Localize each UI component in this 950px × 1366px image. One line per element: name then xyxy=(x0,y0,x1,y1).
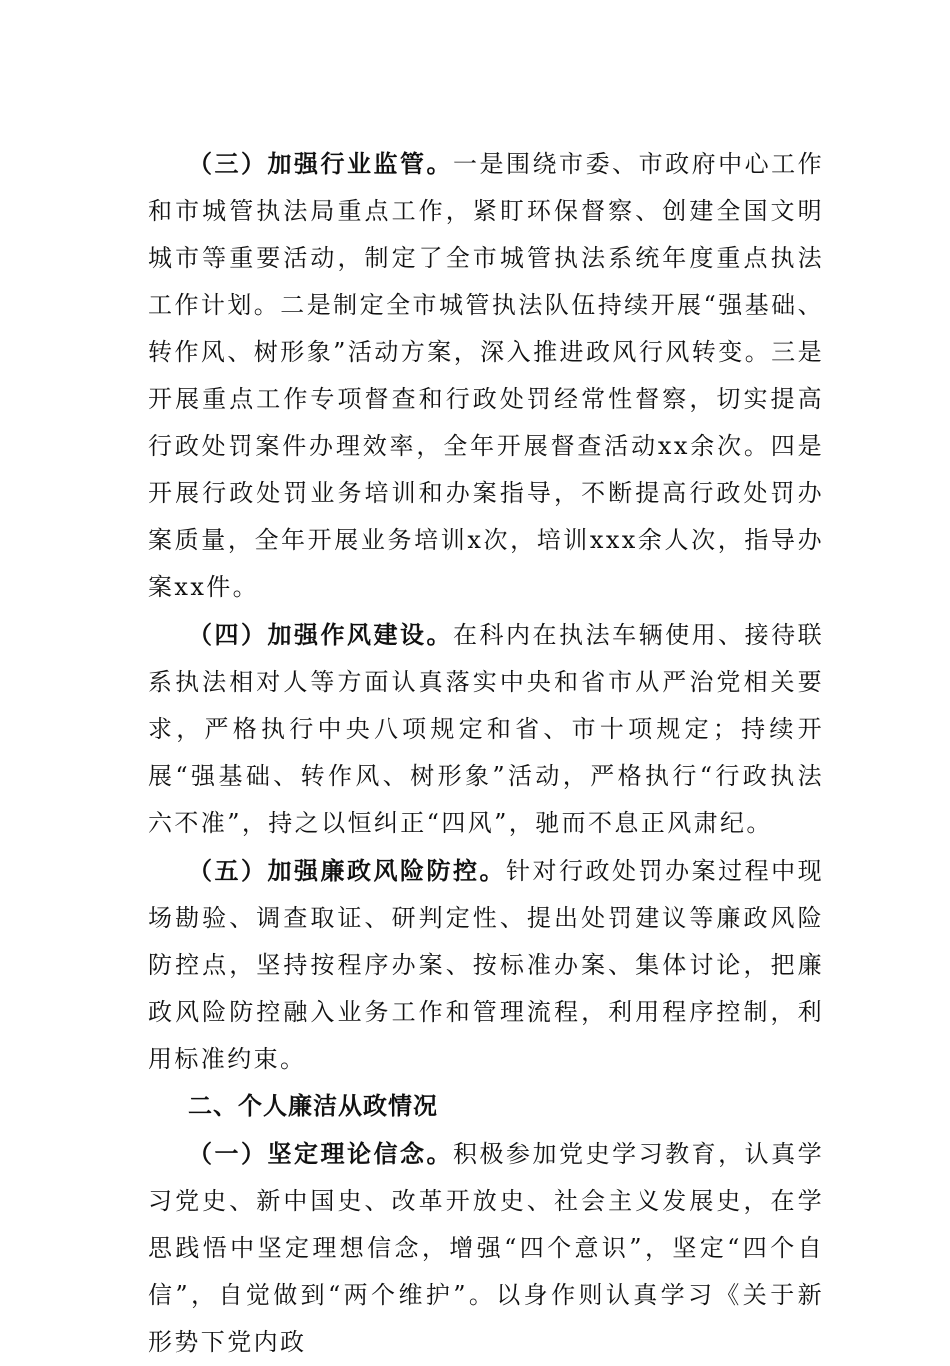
paragraph-integrity-risk-control xyxy=(148,847,824,1083)
paragraph-text: 针对行政处罚办案过程中现场勘验、调查取证、研判定性、提出处罚建议等廉政风险防控点，坚持按程序办案、按标准办案、集体讨论，把廉政风险防控融入业务工作和管理流程，利用程序控制，利用标准约束。 xyxy=(148,857,824,1073)
paragraph-heading: （一）坚定理论信念。 xyxy=(188,1139,454,1168)
paragraph-text: 积极参加党史学习教育，认真学习党史、新中国史、改革开放史、社会主义发展史，在学思践悟中坚定理想信念，增强“四个意识”，坚定“四个自信”，自觉做到“两个维护”。以身作则认真学习《关于新形势下党内政 xyxy=(148,1140,824,1356)
paragraph-heading: （四）加强作风建设。 xyxy=(188,620,454,649)
document-body xyxy=(148,140,824,1366)
section-heading: 二、个人廉洁从政情况 xyxy=(188,1092,438,1120)
paragraph-strengthen-work-style xyxy=(148,611,824,847)
paragraph-text: 一是围绕市委、市政府中心工作和市城管执法局重点工作，紧盯环保督察、创建全国文明城市等重要活动，制定了全市城管执法系统年度重点执法工作计划。二是制定全市城管执法队伍持续开展“强基础、转作风、树形象”活动方案，深入推进政风行风转变。三是开展重点工作专项督查和行政处罚经常性督察，切实提高行政处罚案件办理效率，全年开展督查活动xx余次。四是开展行政处罚业务培训和办案指导，不断提高行政处罚办案质量，全年开展业务培训x次，培训xxx余人次，指导办案xx件。 xyxy=(148,150,824,601)
paragraph-strengthen-industry-supervision xyxy=(148,140,824,611)
paragraph-heading: （三）加强行业监管。 xyxy=(188,149,454,178)
paragraph-firm-beliefs xyxy=(148,1130,824,1366)
paragraph-heading: （五）加强廉政风险防控。 xyxy=(188,856,507,885)
paragraph-text: 在科内在执法车辆使用、接待联系执法相对人等方面认真落实中央和省市从严治党相关要求，严格执行中央八项规定和省、市十项规定；持续开展“强基础、转作风、树形象”活动，严格执行“行政执法六不准”，持之以恒纠正“四风”，驰而不息正风肃纪。 xyxy=(148,621,824,837)
